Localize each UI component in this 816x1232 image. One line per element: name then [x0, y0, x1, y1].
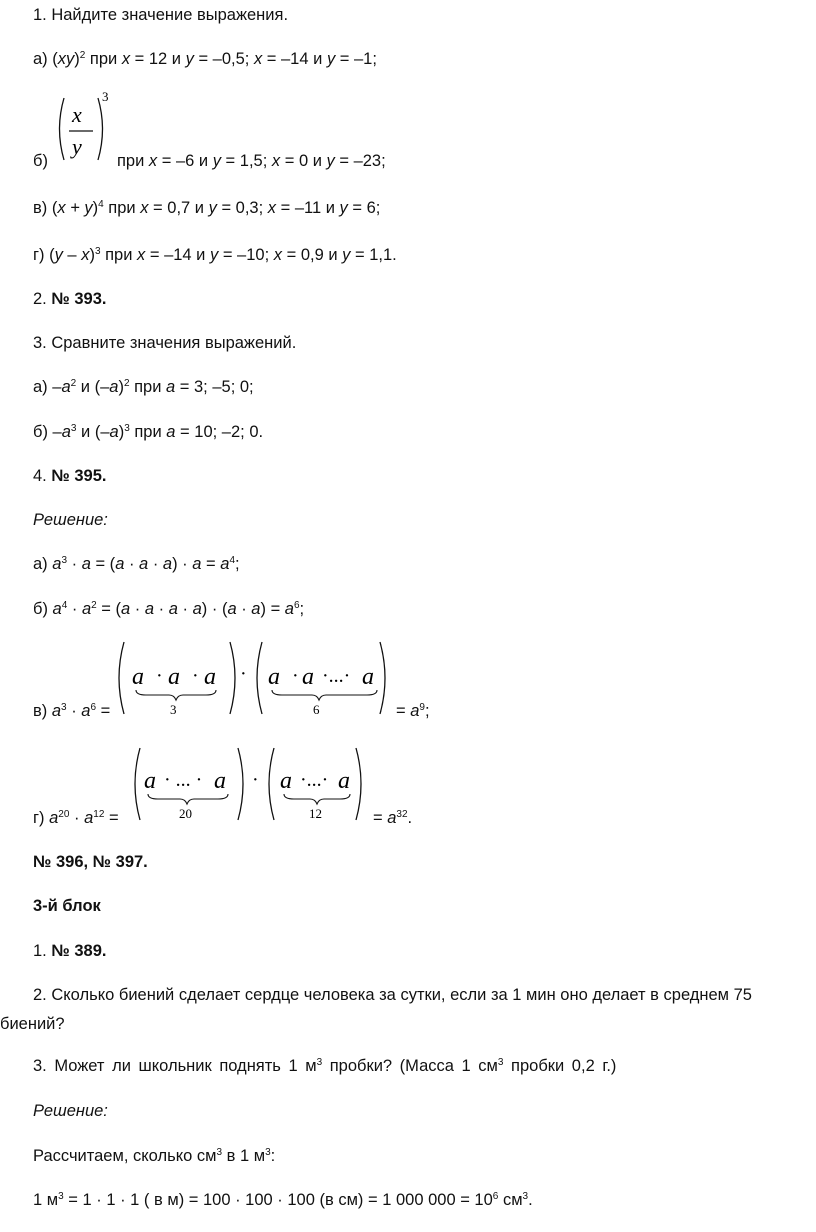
- block-3-task-1: 1. № 389.: [33, 942, 107, 960]
- svg-text:·: ·: [192, 665, 199, 687]
- fraction-x-over-y-cubed: [54, 84, 114, 174]
- solution-a: а) $a^3 \cdot a = (a \cdot a \cdot a) \cdot a = a^4$;: [33, 555, 240, 573]
- task-1b-text: при x = –6 и y = 1,5; x = 0 и y = –23;: [117, 152, 386, 170]
- svg-text:x: x: [72, 102, 82, 127]
- svg-text:a: a: [168, 664, 180, 690]
- svg-text:3: 3: [102, 89, 109, 104]
- block-3-task-2-cont: биений?: [0, 1015, 65, 1033]
- solution-g-right: = $a^{32}$.: [373, 809, 413, 827]
- task-1a: а) (xy)$^2$ при x = 12 и y = –0,5; x = –14 и y = –1;: [33, 50, 377, 68]
- svg-text:·: ·: [292, 665, 299, 687]
- solution-v-left: в) $a^3 \cdot a^6$ =: [33, 702, 111, 720]
- svg-text:·: ·: [240, 663, 247, 685]
- solution-v-formula: [112, 638, 397, 724]
- block-3-heading: 3-й блок: [33, 897, 101, 915]
- solution-label-1: Решение:: [33, 511, 108, 529]
- svg-text:a: a: [302, 664, 314, 690]
- svg-text:·: ·: [252, 769, 259, 791]
- task-4: 4. № 395.: [33, 467, 107, 485]
- task-1b-label: б): [33, 152, 48, 170]
- block-3-task-2: 2. Сколько биений сделает сердце человека за сутки, если за 1 мин оно делает в среднем 75: [33, 986, 752, 1004]
- solution-g-formula: [128, 744, 373, 830]
- svg-text:a: a: [132, 664, 144, 690]
- svg-text:a: a: [268, 664, 280, 690]
- calc-line-2: 1 $м^3 = 1 \cdot 1 \cdot 1$ ( в м) = 100 · 100 · 100 (в см) = 1 000 $000 = 10^6$ $см^3$.: [33, 1191, 533, 1209]
- calc-line-1: Рассчитаем, сколько $см^3$ в 1 $м^3$:: [33, 1147, 276, 1165]
- svg-text:· ... ·: · ... ·: [164, 769, 203, 791]
- svg-text:a: a: [338, 768, 350, 794]
- svg-text:20: 20: [179, 806, 192, 821]
- svg-text:y: y: [72, 134, 82, 159]
- svg-text:a: a: [214, 768, 226, 794]
- svg-text:6: 6: [313, 702, 320, 717]
- solution-b: б) $a^4 \cdot a^2 = (a \cdot a \cdot a \cdot a) \cdot (a \cdot a) = a^6$;: [33, 600, 305, 618]
- svg-text:·...·: ·...·: [322, 665, 351, 687]
- solution-label-2: Решение:: [33, 1102, 108, 1120]
- svg-text:3: 3: [170, 702, 177, 717]
- solution-v-right: = $a^9$;: [396, 702, 430, 720]
- svg-text:·...·: ·...·: [300, 769, 329, 791]
- svg-text:12: 12: [309, 806, 322, 821]
- task-3b: б) $-a^3$ и $(-a)^3$ при a = 10; –2; 0.: [33, 423, 264, 441]
- svg-text:a: a: [280, 768, 292, 794]
- tasks-396-397: № 396, № 397.: [33, 853, 148, 871]
- svg-text:a: a: [144, 768, 156, 794]
- task-1-heading: 1. Найдите значение выражения.: [33, 6, 289, 24]
- task-1v: в) $(x + y)^4$ при x = 0,7 и y = 0,3; x = –11 и y = 6;: [33, 199, 381, 217]
- solution-g-left: г) $a^{20} \cdot a^{12}$ =: [33, 809, 119, 827]
- task-1g: г) (y – x)$^3$ при x = –14 и y = –10; x = 0,9 и y = 1,1.: [33, 246, 397, 264]
- svg-text:a: a: [204, 664, 216, 690]
- block-3-task-3: 3. Может ли школьник поднять 1 $м^3$ пробки? (Масса 1 $см^3$ пробки 0,2 г.): [33, 1057, 617, 1075]
- svg-text:·: ·: [156, 665, 163, 687]
- task-3a: а) $-a^2$ и $(-a)^2$ при a = 3; –5; 0;: [33, 378, 254, 396]
- task-2: 2. № 393.: [33, 290, 107, 308]
- svg-text:a: a: [362, 664, 374, 690]
- task-3-heading: 3. Сравните значения выражений.: [33, 334, 297, 352]
